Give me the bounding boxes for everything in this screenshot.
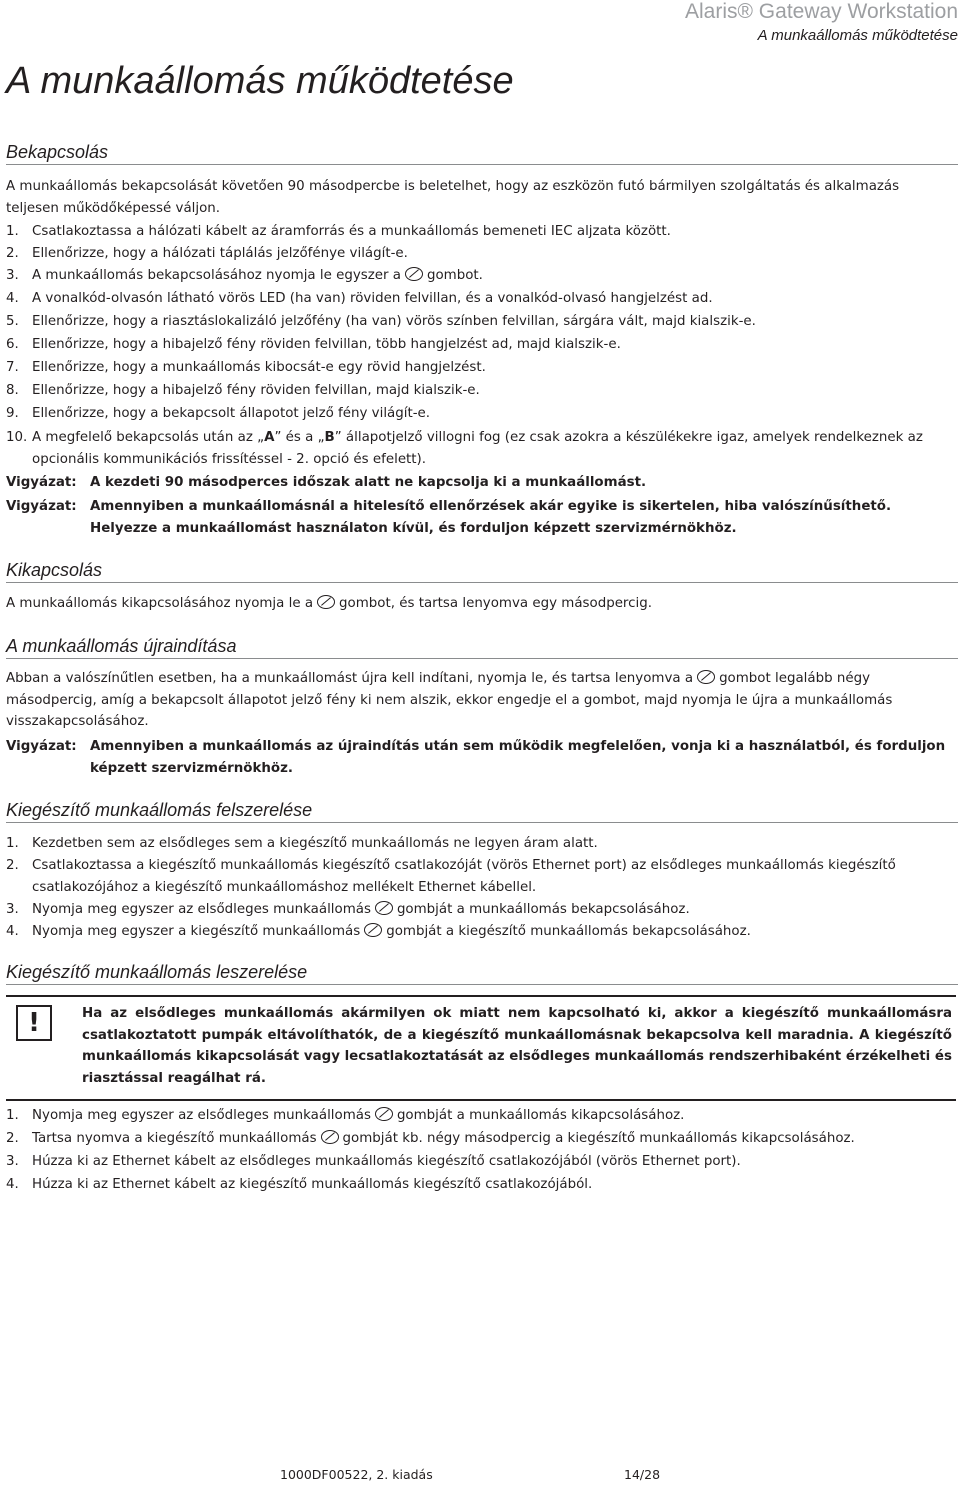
list-item: [6, 243, 930, 265]
item-number: 8.: [6, 383, 19, 398]
item-number: 1.: [6, 836, 19, 851]
item-number: 2.: [6, 246, 19, 261]
section-heading-detach: Kiegészítő munkaállomás leszerelése: [6, 962, 308, 982]
power-off-paragraph: [6, 593, 930, 615]
alert-text: Ha az elsődleges munkaállomás akármilyen ok miatt nem kapcsolható ki, akkor a kiegészítő munkaállomásra csatlakoztatott pumpák eltávolíthatók, de a kiegészítő munkaállomásnak bekapcsolva kell maradnia. A kiegészítő munkaállomás kikapcsolását vagy lecsatlakoztatását az elsődleges munkaállomás rendszerhibaként érzékelheti és riasztással reagálhat rá.: [82, 1006, 952, 1086]
item-text: A vonalkód-olvasón látható vörös LED (ha van) röviden felvillan, és a vonalkód-olvasó hangjelzést ad.: [32, 291, 713, 306]
running-header: [685, 0, 958, 46]
intro-paragraph: A munkaállomás bekapcsolását követően 90 másodpercbe is beletelhet, hogy az eszközön futó bármilyen szolgáltatás és alkalmazás teljesen működőképessé váljon.: [6, 179, 900, 216]
item-text: Ellenőrizze, hogy a hibajelző fény röviden felvillan, majd kialszik-e.: [32, 383, 480, 398]
list-item: [6, 380, 930, 402]
power-button-icon: [364, 923, 382, 937]
item-text: Ellenőrizze, hogy a hibajelző fény röviden felvillan, több hangjelzést ad, majd kialszik-e.: [32, 337, 621, 352]
section-rule: [6, 658, 958, 659]
item-text: Ellenőrizze, hogy a hálózati táplálás jelzőfénye világít-e.: [32, 246, 408, 261]
list-item: [6, 288, 930, 310]
section-rule: [6, 164, 958, 165]
item-text: ” állapotjelző villogni fog (ez csak azokra a készülékekre igaz, amelyek rendelkeznek az opcionális kommunikációs frissítéssel - 2. opció és efelett).: [32, 430, 923, 467]
paragraph-text: gombot, és tartsa lenyomva egy másodpercig.: [339, 596, 652, 611]
restart-paragraph: [6, 668, 930, 733]
item-number: 6.: [6, 337, 19, 352]
list-item: [6, 855, 930, 898]
item-text: gombot.: [426, 268, 483, 283]
item-text: A munkaállomás bekapcsolásához nyomja le egyszer a: [32, 268, 401, 283]
item-text: Húzza ki az Ethernet kábelt az elsődleges munkaállomás kiegészítő csatlakozójából (vörös Ethernet port).: [32, 1154, 741, 1169]
item-text: Húzza ki az Ethernet kábelt az kiegészítő munkaállomás kiegészítő csatlakozójából.: [32, 1177, 593, 1192]
page-number: 14/28: [624, 1467, 661, 1482]
item-text: Ellenőrizze, hogy a munkaállomás kibocsát-e egy rövid hangjelzést.: [32, 360, 486, 375]
indicator-b: B: [324, 430, 335, 445]
list-item: [6, 1128, 930, 1150]
item-number: 5.: [6, 314, 19, 329]
item-number: 9.: [6, 406, 19, 421]
item-text: gombját kb. négy másodpercig a kiegészítő munkaállomás kikapcsolásához.: [342, 1131, 855, 1146]
warning-notice: [6, 736, 956, 779]
item-text: A megfelelő bekapcsolás után az „: [32, 430, 265, 445]
item-number: 1.: [6, 224, 19, 239]
item-number: 3.: [6, 902, 19, 917]
list-item: [6, 221, 930, 243]
list-item: [6, 427, 930, 470]
item-number: 3.: [6, 268, 19, 283]
item-number: 10.: [6, 430, 28, 445]
item-text: Nyomja meg egyszer az elsődleges munkaállomás: [32, 902, 371, 917]
section-heading-attach: Kiegészítő munkaállomás felszerelése: [6, 800, 313, 820]
power-button-icon: [317, 595, 335, 609]
item-number: 7.: [6, 360, 19, 375]
paragraph-text: gombot legalább négy másodpercig, amíg a bekapcsolt állapotot jelző fény ki nem alszik, ekkor engedje el a gombot, majd nyomja le újra a munkaállomás visszakapcsolásához.: [6, 671, 893, 729]
section-heading-power-off: Kikapcsolás: [6, 560, 103, 580]
item-number: 4.: [6, 924, 19, 939]
warning-label: Vigyázat:: [6, 499, 77, 514]
list-item: [6, 265, 930, 287]
item-number: 1.: [6, 1108, 19, 1123]
power-button-icon: [405, 267, 423, 281]
exclamation-icon: !: [16, 1005, 52, 1041]
item-number: 2.: [6, 1131, 19, 1146]
item-number: 3.: [6, 1154, 19, 1169]
item-number: 4.: [6, 1177, 19, 1192]
item-text: gombját a kiegészítő munkaállomás bekapcsolásához.: [386, 924, 751, 939]
list-item: [6, 334, 930, 356]
item-text: Kezdetben sem az elsődleges sem a kiegészítő munkaállomás ne legyen áram alatt.: [32, 836, 598, 851]
warning-text: A kezdeti 90 másodperces időszak alatt ne kapcsolja ki a munkaállomást.: [90, 475, 647, 490]
item-text: Ellenőrizze, hogy a riasztáslokalizáló jelzőfény (ha van) vörös színben felvillan, sárgára vált, majd kialszik-e.: [32, 314, 756, 329]
item-text: Nyomja meg egyszer az elsődleges munkaállomás: [32, 1108, 371, 1123]
list-item: [6, 403, 930, 425]
warning-text: Amennyiben a munkaállomásnál a hitelesítő ellenőrzések akár egyike is sikertelen, hiba valószínűsíthető. Helyezze a munkaállomást használaton kívül, és forduljon képzett szervizmérnökhöz.: [90, 499, 892, 536]
power-button-icon: [375, 1107, 393, 1121]
warning-text: Amennyiben a munkaállomás az újraindítás után sem működik megfelelően, vonja ki a használatból, és forduljon képzett szervizmérnökhöz.: [90, 739, 946, 776]
item-text: gombját a munkaállomás kikapcsolásához.: [396, 1108, 685, 1123]
indicator-a: A: [264, 430, 275, 445]
paragraph-text: Abban a valószínűtlen esetben, ha a munkaállomást újra kell indítani, nyomja le, és tartsa lenyomva a: [6, 671, 694, 686]
alert-box: [6, 995, 956, 1101]
list-item: [6, 357, 930, 379]
section-rule: [6, 582, 958, 583]
section-heading-restart: A munkaállomás újraindítása: [6, 636, 237, 656]
page-title: A munkaállomás működtetése: [6, 60, 514, 102]
warning-notice: [6, 472, 956, 494]
item-text: gombját a munkaállomás bekapcsolásához.: [396, 902, 690, 917]
item-number: 4.: [6, 291, 19, 306]
list-item: [6, 311, 930, 333]
item-number: 2.: [6, 858, 19, 873]
item-text: Csatlakoztassa a kiegészítő munkaállomás kiegészítő csatlakozóját (vörös Ethernet port) az elsődleges munkaállomás kiegészítő csatlakozójához a kiegészítő munkaállomáshoz mellékelt Ethernet kábellel.: [32, 858, 896, 895]
section-rule: [6, 984, 958, 985]
power-button-icon: [375, 901, 393, 915]
document-number: 1000DF00522, 2. kiadás: [280, 1467, 433, 1482]
item-text: ” és a „: [274, 430, 325, 445]
power-button-icon: [697, 670, 715, 684]
power-button-icon: [321, 1130, 339, 1144]
list-item: [6, 1174, 930, 1196]
list-item: [6, 1151, 930, 1173]
item-text: Nyomja meg egyszer a kiegészítő munkaállomás: [32, 924, 361, 939]
warning-notice: [6, 496, 956, 539]
section-rule: [6, 822, 958, 823]
list-item: [6, 921, 930, 943]
item-text: Ellenőrizze, hogy a bekapcsolt állapotot jelző fény világít-e.: [32, 406, 431, 421]
warning-label: Vigyázat:: [6, 739, 77, 754]
list-item: [6, 833, 930, 855]
header-subtitle: A munkaállomás működtetése: [757, 27, 958, 44]
warning-label: Vigyázat:: [6, 475, 77, 490]
paragraph-text: A munkaállomás kikapcsolásához nyomja le a: [6, 596, 314, 611]
list-item: [6, 1105, 930, 1127]
item-text: Csatlakoztassa a hálózati kábelt az áramforrás és a munkaállomás bemeneti IEC aljzata között.: [32, 224, 671, 239]
section-heading-power-on: Bekapcsolás: [6, 142, 109, 162]
brand-name: Alaris® Gateway Workstation: [684, 0, 958, 23]
item-text: Tartsa nyomva a kiegészítő munkaállomás: [32, 1131, 317, 1146]
list-item: [6, 899, 930, 921]
